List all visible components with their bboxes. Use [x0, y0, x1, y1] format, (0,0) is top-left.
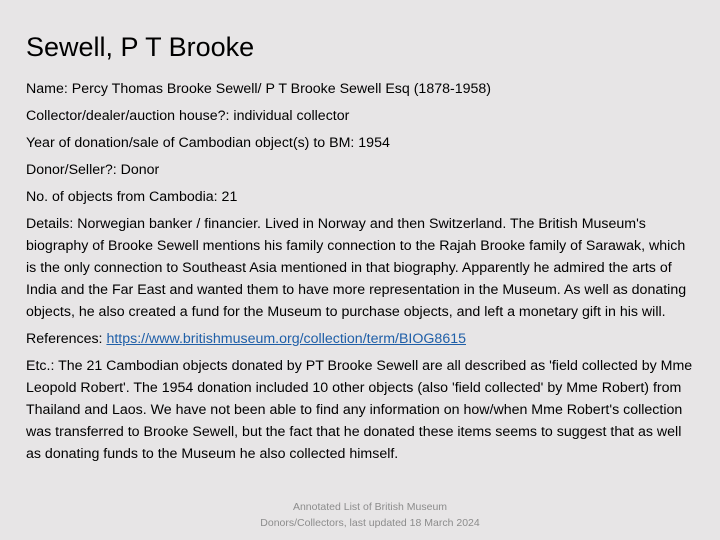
footer-line-1: Annotated List of British Museum: [292, 501, 448, 513]
references-field: [26, 328, 698, 350]
donor-seller-field: Donor/Seller?: Donor: [26, 162, 160, 178]
page-title: Sewell, P T Brooke: [26, 32, 255, 62]
name-field: Name: Percy Thomas Brooke Sewell/ P T Brooke Sewell Esq (1878-1958): [26, 81, 491, 97]
footer: [0, 499, 720, 531]
record-body: [26, 78, 698, 470]
year-field: Year of donation/sale of Cambodian object(s) to BM: 1954: [26, 135, 390, 151]
references-label: References:: [26, 331, 107, 347]
details-field: Details: Norwegian banker / financier. Lived in Norway and then Switzerland. The British Museum's biography of Brooke Sewell mentions his family connection to the Rajah Brooke family of Sarawak, which is the only connection to Southeast Asia mentioned in that biography. Apparently he admired the arts of India and the Far East and wanted them to have more representation in the Museum. As well as donating objects, he also created a fund for the Museum to purchase objects, and left a monetary gift in his will.: [26, 216, 687, 320]
references-link[interactable]: https://www.britishmuseum.org/collection/term/BIOG8615: [106, 331, 466, 347]
footer-line-2: Donors/Collectors, last updated 18 March 2024: [260, 517, 480, 529]
collector-type-field: Collector/dealer/auction house?: individual collector: [26, 108, 350, 124]
num-objects-field: No. of objects from Cambodia: 21: [26, 189, 238, 205]
etc-field: Etc.: The 21 Cambodian objects donated by PT Brooke Sewell are all described as 'field collected by Mme Leopold Robert'. The 1954 donation included 10 other objects (also 'field collected' by Mme Robert) from Thailand and Laos. We have not been able to find any information on how/when Mme Robert's collection was transferred to Brooke Sewell, but the fact that he donated these items seems to suggest that as well as donating funds to the Museum he also collected himself.: [26, 358, 693, 462]
